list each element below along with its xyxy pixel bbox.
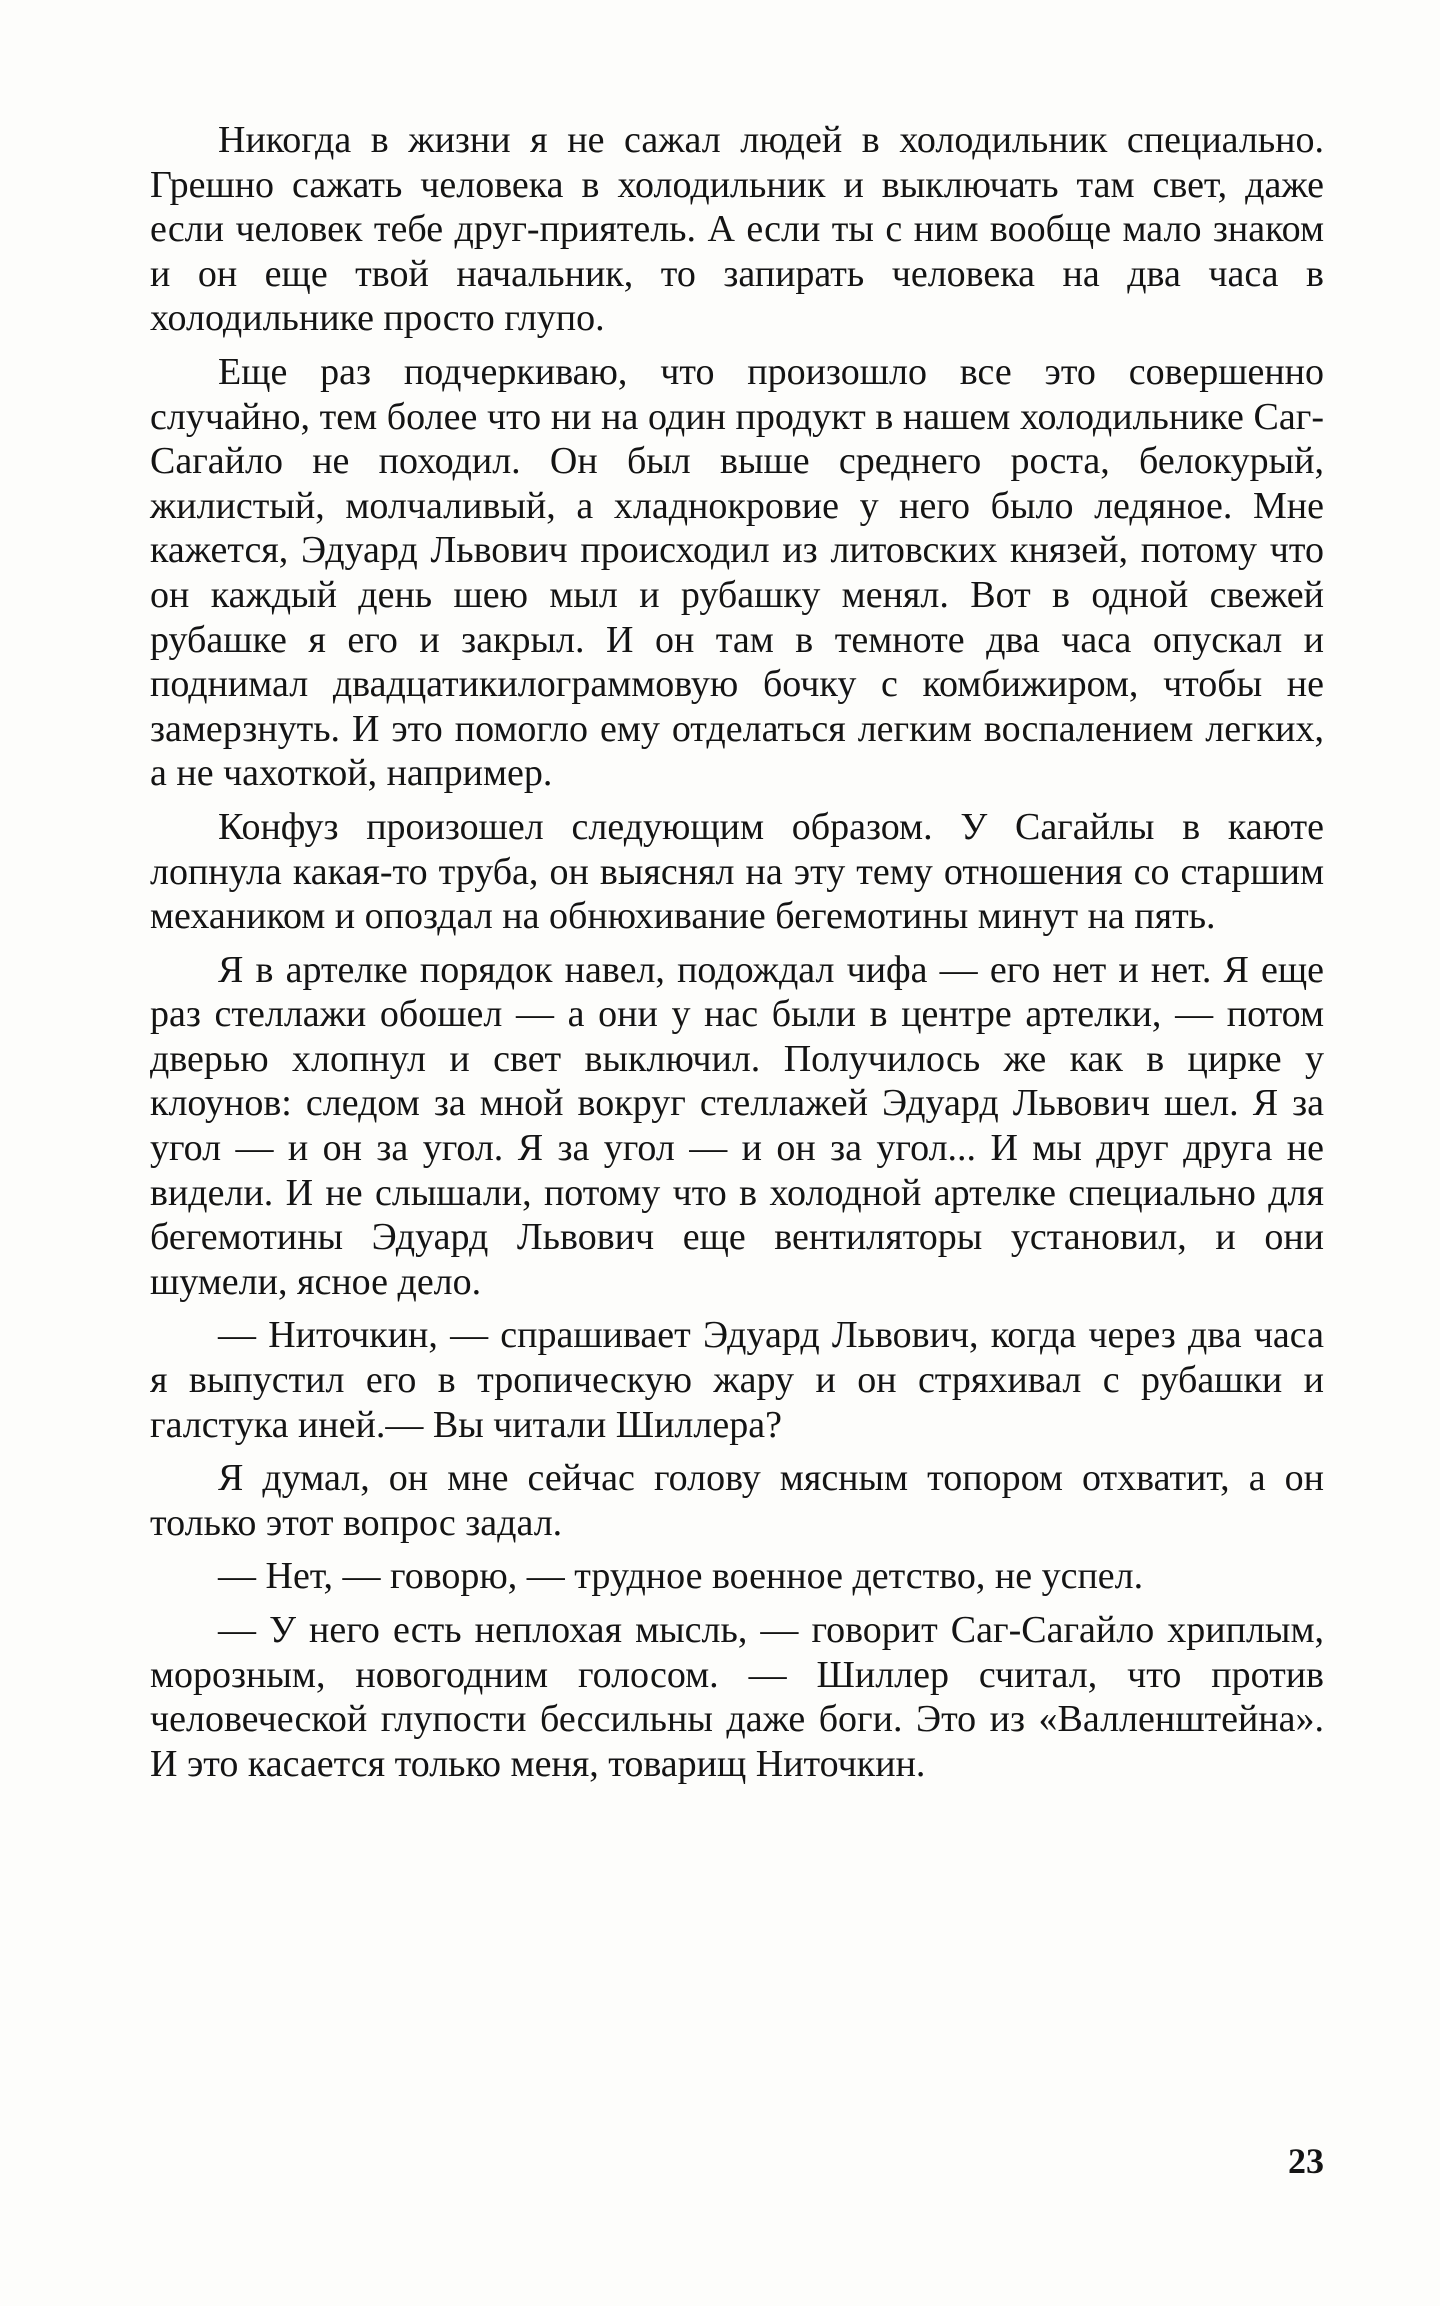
paragraph: — Ниточкин, — спрашивает Эдуард Львович, когда через два часа я выпустил его в тропическую жару и он стряхивал с рубашки и галстука иней.— Вы читали Шиллера?	[150, 1314, 1324, 1446]
paragraph: — Нет, — говорю, — трудное военное детство, не успел.	[218, 1555, 1144, 1598]
paragraph: Еще раз подчеркиваю, что произошло все это совершенно случайно, тем более что ни на один продукт в нашем холодильнике Саг-Сагайло не походил. Он был выше среднего роста, белокурый, жилистый, молчаливый, а хладнокровие у него было ледяное. Мне кажется, Эдуард Львович происходил из литовских князей, потому что он каждый день шею мыл и рубашку менял. Вот в одной свежей рубашке я его и закрыл. И он там в темноте два часа опускал и поднимал двадцатикилограммовую бочку с комбижиром, чтобы не замерзнуть. И это помогло ему отделаться легким воспалением легких, а не чахоткой, например.	[150, 350, 1324, 795]
paragraph: Я в артелке порядок навел, подождал чифа — его нет и нет. Я еще раз стеллажи обошел — а они у нас были в центре артелки, — потом дверью хлопнул и свет выключил. Получилось же как в цирке у клоунов: следом за мной вокруг стеллажей Эдуард Львович шел. Я за угол — и он за угол. Я за угол — и он за угол... И мы друг друга не видели. И не слышали, потому что в холодной артелке специально для бегемотины Эдуард Львович еще вентиляторы установил, и они шумели, ясное дело.	[150, 948, 1324, 1303]
page-number: 23	[1288, 2141, 1324, 2181]
page-text	[150, 118, 1324, 1786]
paragraph: Никогда в жизни я не сажал людей в холодильник специально. Грешно сажать человека в холодильник и выключать там свет, даже если человек тебе друг-приятель. А если ты с ним вообще мало знаком и он еще твой начальник, то запирать человека на два часа в холодильнике просто глупо.	[150, 119, 1324, 340]
paragraph: — У него есть неплохая мысль, — говорит Саг-Сагайло хриплым, морозным, новогодним голосом. — Шиллер считал, что против человеческой глупости бессильны даже боги. Это из «Валленштейна». И это касается только меня, товарищ Ниточкин.	[150, 1609, 1324, 1785]
paragraph: Я думал, он мне сейчас голову мясным топором отхватит, а он только этот вопрос задал.	[150, 1457, 1324, 1544]
paragraph: Конфуз произошел следующим образом. У Сагайлы в каюте лопнула какая-то труба, он выяснял на эту тему отношения со старшим механиком и опоздал на обнюхивание бегемотины минут на пять.	[150, 805, 1324, 938]
